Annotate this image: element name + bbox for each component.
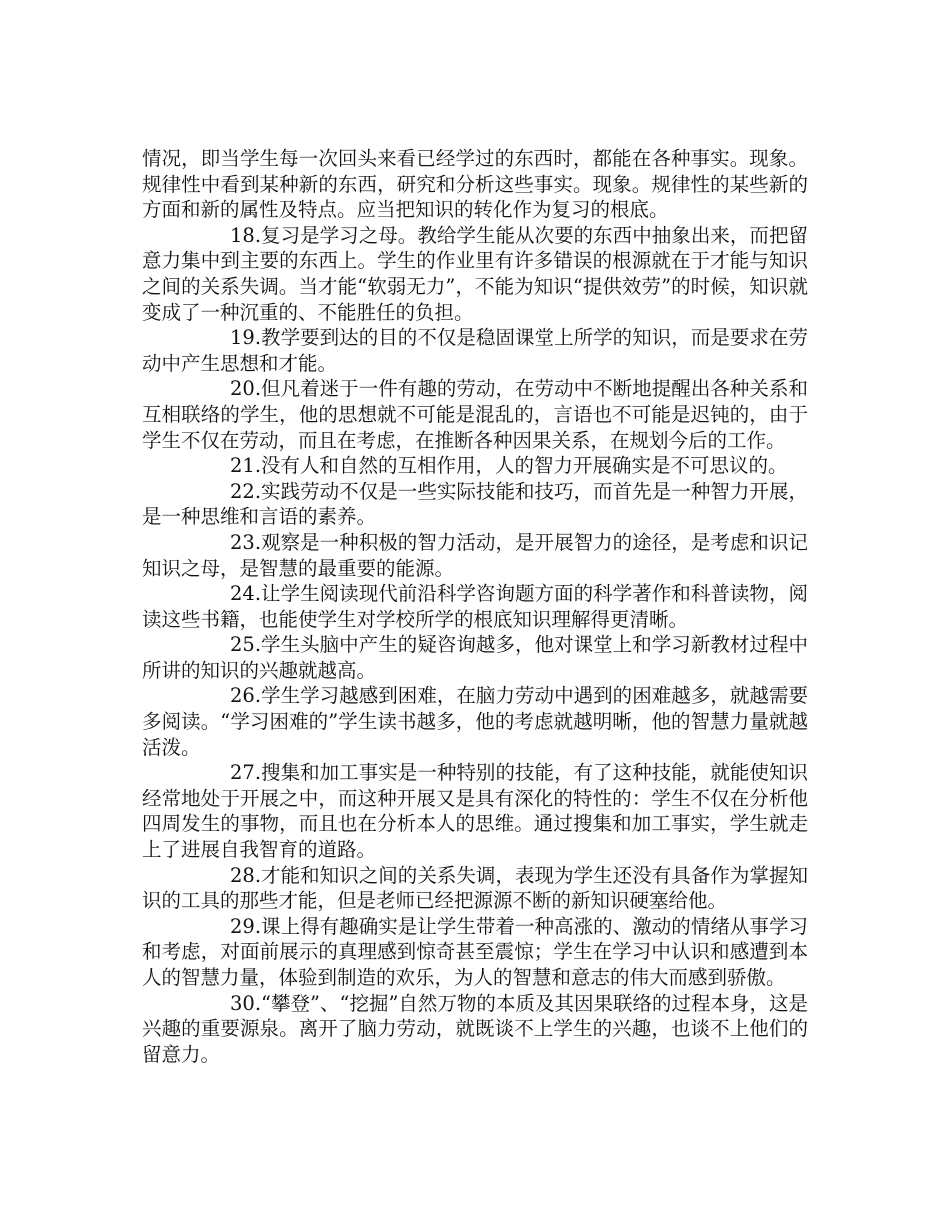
paragraph-item-23: 23.观察是一种积极的智力活动，是开展智力的途径，是考虑和识记知识之母，是智慧的最重要的能源。 <box>142 530 808 580</box>
paragraph-intro-continuation: 情况，即当学生每一次回头来看已经学过的东西时，都能在各种事实。现象。规律性中看到某种新的东西，研究和分析这些事实。现象。规律性的某些新的方面和新的属性及特点。应当把知识的转化作为复习的根底。 <box>142 147 808 222</box>
paragraph-item-20: 20.但凡着迷于一件有趣的劳动，在劳动中不断地提醒出各种关系和互相联络的学生，他的思想就不可能是混乱的，言语也不可能是迟钝的，由于学生不仅在劳动，而且在考虑，在推断各种因果关系，在规划今后的工作。 <box>142 377 808 452</box>
paragraph-item-30: 30.“攀登”、“挖掘”自然万物的本质及其因果联络的过程本身，这是兴趣的重要源泉。离开了脑力劳动，就既谈不上学生的兴趣，也谈不上他们的留意力。 <box>142 991 808 1066</box>
paragraph-item-21: 21.没有人和自然的互相作用，人的智力开展确实是不可思议的。 <box>230 454 788 478</box>
paragraph-item-22: 22.实践劳动不仅是一些实际技能和技巧，而首先是一种智力开展，是一种思维和言语的素养。 <box>142 479 808 529</box>
paragraph-item-28: 28.才能和知识之间的关系失调，表现为学生还没有具备作为掌握知识的工具的那些才能，但是老师已经把源源不断的新知识硬塞给他。 <box>142 863 808 913</box>
document-page <box>142 146 808 1067</box>
paragraph-item-18: 18.复习是学习之母。教给学生能从次要的东西中抽象出来，而把留意力集中到主要的东西上。学生的作业里有许多错误的根源就在于才能与知识之间的关系失调。当才能“软弱无力”，不能为知识“提供效劳”的时候，知识就变成了一种沉重的、不能胜任的负担。 <box>142 223 808 324</box>
paragraph-item-29: 29.课上得有趣确实是让学生带着一种高涨的、激动的情绪从事学习和考虑，对面前展示的真理感到惊奇甚至震惊；学生在学习中认识和感遭到本人的智慧力量，体验到制造的欢乐，为人的智慧和意志的伟大而感到骄傲。 <box>142 914 808 989</box>
paragraph-item-24: 24.让学生阅读现代前沿科学咨询题方面的科学著作和科普读物，阅读这些书籍，也能使学生对学校所学的根底知识理解得更清晰。 <box>142 582 808 631</box>
paragraph-item-19: 19.教学要到达的目的不仅是稳固课堂上所学的知识，而是要求在劳动中产生思想和才能。 <box>142 326 808 375</box>
paragraph-item-27: 27.搜集和加工事实是一种特别的技能，有了这种技能，就能使知识经常地处于开展之中，而这种开展又是具有深化的特性的：学生不仅在分析他四周发生的事物，而且也在分析本人的思维。通过搜集和加工事实，学生就走上了进展自我智育的道路。 <box>142 761 808 862</box>
paragraph-item-25: 25.学生头脑中产生的疑咨询越多，他对课堂上和学习新教材过程中所讲的知识的兴趣就越高。 <box>142 633 808 682</box>
paragraph-item-26: 26.学生学习越感到困难，在脑力劳动中遇到的困难越多，就越需要多阅读。“学习困难的”学生读书越多，他的考虑就越明晰，他的智慧力量就越活泼。 <box>142 684 808 759</box>
